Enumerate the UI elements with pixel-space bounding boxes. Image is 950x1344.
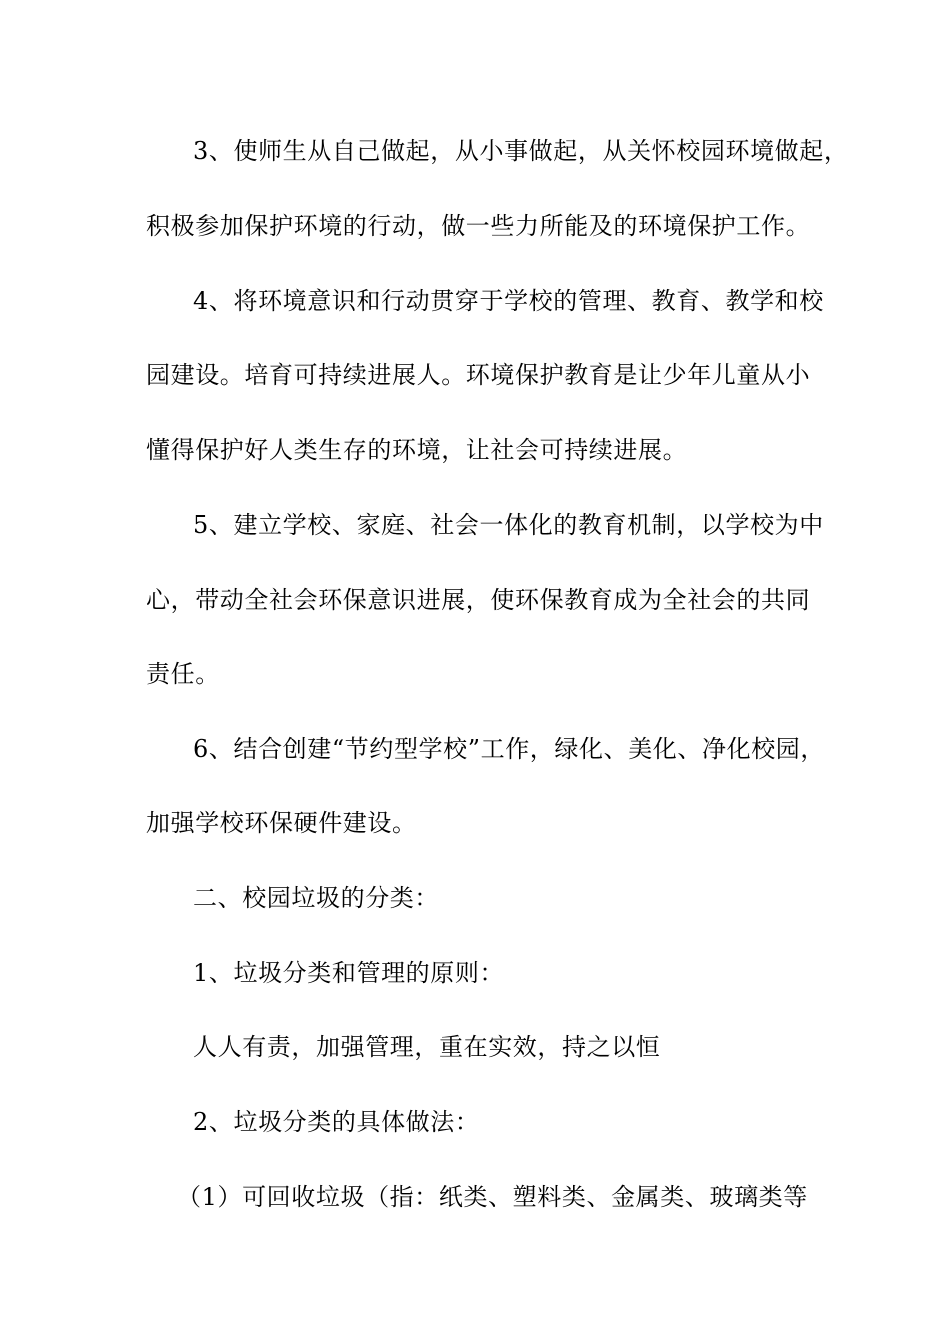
paragraph-line: 心，带动全社会环保意识进展，使环保教育成为全社会的共同 <box>146 586 811 614</box>
paragraph-line: 3、使师生从自己做起，从小事做起，从关怀校园环境做起， <box>193 137 849 165</box>
paragraph-line: （1）可回收垃圾（指：纸类、塑料类、金属类、玻璃类等 <box>177 1183 808 1211</box>
paragraph-line: 加强学校环保硬件建设。 <box>146 809 417 837</box>
paragraph-line: 懂得保护好人类生存的环境，让社会可持续进展。 <box>146 436 688 464</box>
paragraph-line: 积极参加保护环境的行动，做一些力所能及的环境保护工作。 <box>146 212 811 240</box>
paragraph-line: 园建设。培育可持续进展人。环境保护教育是让少年儿童从小 <box>146 361 811 389</box>
paragraph-line: 6、结合创建“节约型学校”工作，绿化、美化、净化校园， <box>193 735 826 763</box>
section-heading: 二、校园垃圾的分类： <box>193 884 439 912</box>
subsection-heading: 1、垃圾分类和管理的原则： <box>193 959 505 987</box>
paragraph-line: 5、建立学校、家庭、社会一体化的教育机制，以学校为中 <box>193 511 824 539</box>
paragraph-line: 人人有责，加强管理，重在实效，持之以恒 <box>193 1033 661 1061</box>
paragraph-line: 责任。 <box>146 660 220 688</box>
paragraph-line: 4、将环境意识和行动贯穿于学校的管理、教育、教学和校 <box>193 287 824 315</box>
subsection-heading: 2、垃圾分类的具体做法： <box>193 1108 480 1136</box>
